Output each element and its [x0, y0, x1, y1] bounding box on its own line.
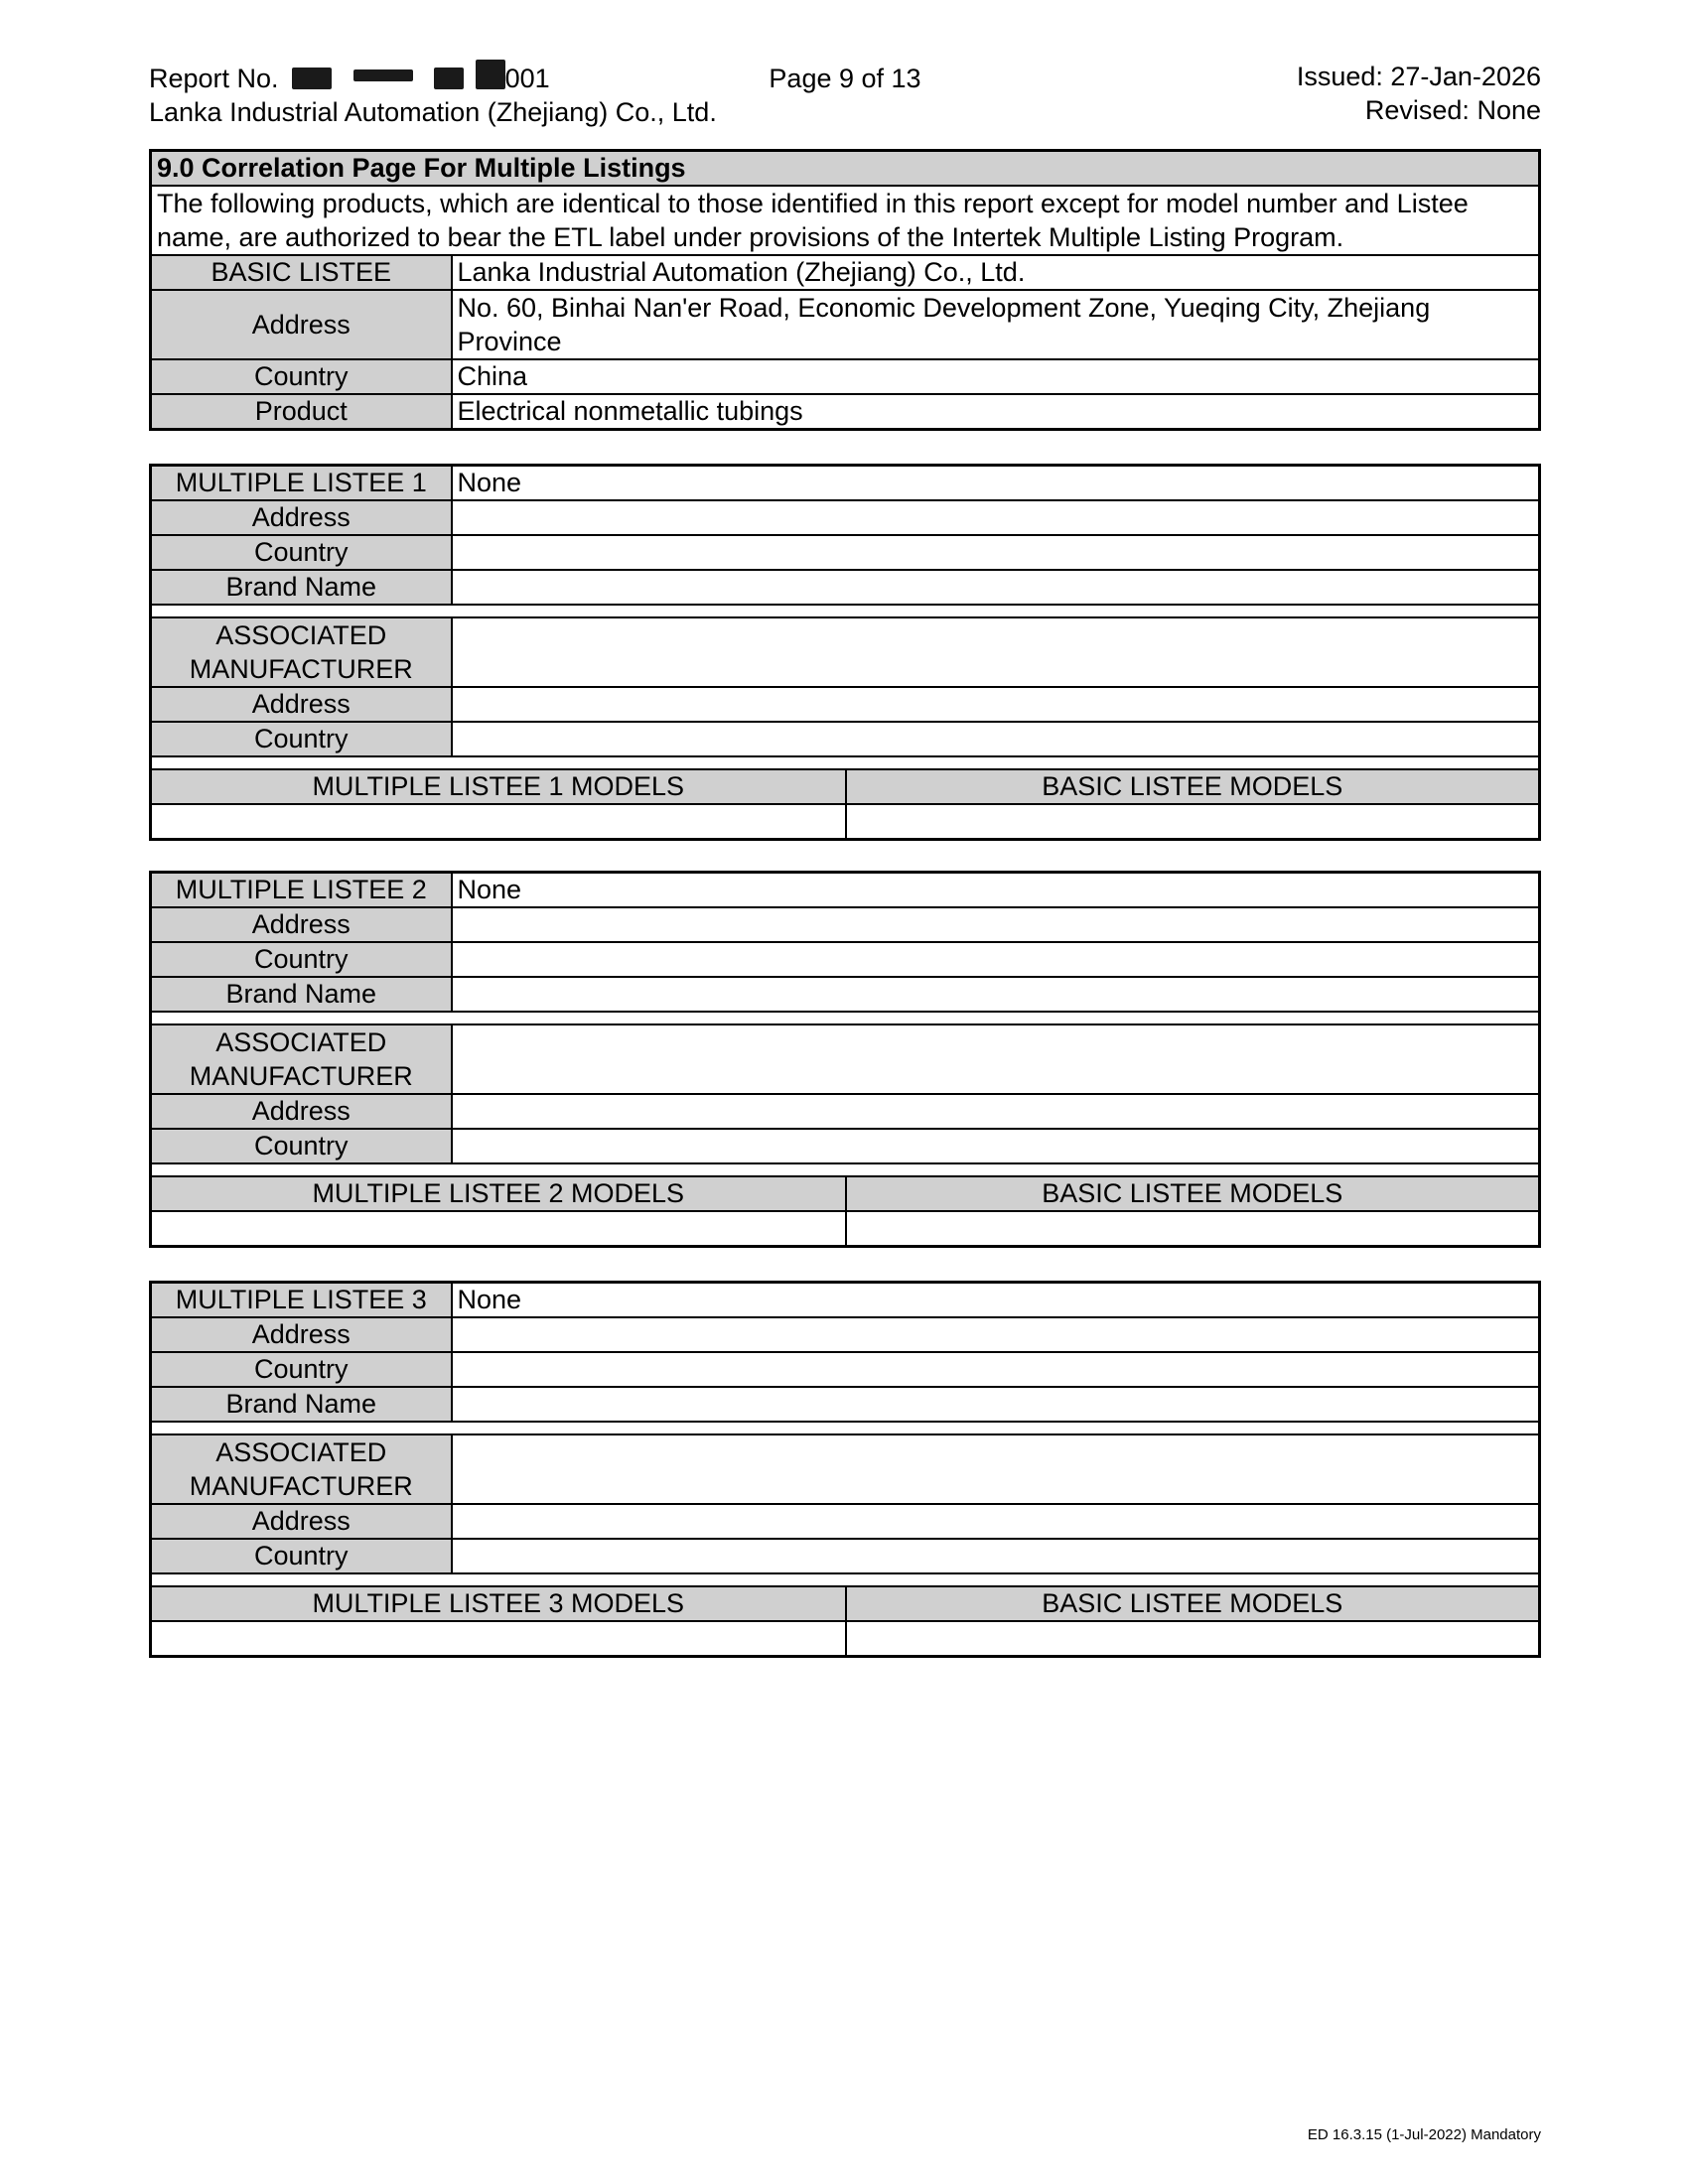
listee-value: None [452, 466, 1540, 501]
basic-listee-value: Lanka Industrial Automation (Zhejiang) Co., Ltd. [452, 255, 1540, 290]
spacer-row [151, 1163, 1540, 1176]
spacer-row [151, 756, 1540, 769]
listee-label: MULTIPLE LISTEE 1 [151, 466, 452, 501]
basic-product-label: Product [151, 394, 452, 430]
basic-country-value: China [452, 359, 1540, 394]
spacer-row [151, 1012, 1540, 1024]
form-code: ED 16.3.15 (1-Jul-2022) Mandatory [1307, 2126, 1541, 2143]
country-label: Country [151, 535, 452, 570]
listee-models-header: MULTIPLE LISTEE 1 MODELS [151, 769, 846, 804]
basic-address-value: No. 60, Binhai Nan'er Road, Economic Development Zone, Yueqing City, Zhejiang Province [452, 290, 1540, 359]
spacer-row [151, 1422, 1540, 1434]
brand-name-label: Brand Name [151, 1387, 452, 1422]
associated-manufacturer-label: ASSOCIATED MANUFACTURER [151, 617, 452, 687]
mfr-country-label: Country [151, 722, 452, 756]
page-header [149, 60, 1541, 129]
basic-product-value: Electrical nonmetallic tubings [452, 394, 1540, 430]
listee-value: None [452, 873, 1540, 908]
listee-models-header: MULTIPLE LISTEE 3 MODELS [151, 1586, 846, 1621]
basic-models-header: BASIC LISTEE MODELS [846, 1176, 1540, 1211]
multiple-listee-3-table [149, 1281, 1541, 1658]
address-label: Address [151, 1317, 452, 1352]
company-name: Lanka Industrial Automation (Zhejiang) Co., Ltd. [149, 97, 717, 127]
mfr-address-value [452, 1504, 1540, 1539]
associated-manufacturer-label: ASSOCIATED MANUFACTURER [151, 1434, 452, 1504]
issued-date: Issued: 27-Jan-2026 [1296, 62, 1541, 91]
basic-models-cell [846, 1211, 1540, 1247]
listee-models-cell [151, 1211, 846, 1247]
associated-manufacturer-value [452, 1434, 1540, 1504]
brand-name-value [452, 570, 1540, 605]
mfr-country-value [452, 1539, 1540, 1573]
country-value [452, 1352, 1540, 1387]
basic-country-label: Country [151, 359, 452, 394]
brand-name-label: Brand Name [151, 977, 452, 1012]
page-number: Page 9 of 13 [769, 64, 921, 93]
associated-manufacturer-value [452, 617, 1540, 687]
mfr-address-label: Address [151, 1504, 452, 1539]
address-label: Address [151, 500, 452, 535]
listee-label: MULTIPLE LISTEE 2 [151, 873, 452, 908]
basic-models-header: BASIC LISTEE MODELS [846, 769, 1540, 804]
basic-models-cell [846, 804, 1540, 840]
listee-value: None [452, 1283, 1540, 1318]
address-value [452, 907, 1540, 942]
header-right [1297, 60, 1541, 127]
spacer-row [151, 1573, 1540, 1586]
brand-name-value [452, 977, 1540, 1012]
listee-models-header: MULTIPLE LISTEE 2 MODELS [151, 1176, 846, 1211]
country-label: Country [151, 1352, 452, 1387]
country-label: Country [151, 942, 452, 977]
basic-listee-table [149, 149, 1541, 431]
address-value [452, 1317, 1540, 1352]
mfr-address-value [452, 687, 1540, 722]
spacer-row [151, 605, 1540, 617]
address-label: Address [151, 907, 452, 942]
multiple-listee-1-table [149, 464, 1541, 841]
mfr-address-value [452, 1094, 1540, 1129]
report-number-suffix: 001 [504, 64, 550, 93]
section-title: 9.0 Correlation Page For Multiple Listings [151, 151, 1540, 187]
listee-label: MULTIPLE LISTEE 3 [151, 1283, 452, 1318]
revised-date: Revised: None [1364, 95, 1541, 125]
report-number-prefix: Report No. [149, 64, 279, 93]
basic-models-header: BASIC LISTEE MODELS [846, 1586, 1540, 1621]
listee-models-cell [151, 804, 846, 840]
section-intro: The following products, which are identical to those identified in this report except for model number and Listee name, are authorized to bear the ETL label under provisions of the Intertek Multiple Listing Program. [151, 186, 1540, 255]
basic-listee-label: BASIC LISTEE [151, 255, 452, 290]
country-value [452, 942, 1540, 977]
associated-manufacturer-label: ASSOCIATED MANUFACTURER [151, 1024, 452, 1094]
mfr-country-label: Country [151, 1539, 452, 1573]
mfr-country-value [452, 722, 1540, 756]
brand-name-label: Brand Name [151, 570, 452, 605]
basic-models-cell [846, 1621, 1540, 1657]
associated-manufacturer-value [452, 1024, 1540, 1094]
address-value [452, 500, 1540, 535]
mfr-address-label: Address [151, 1094, 452, 1129]
brand-name-value [452, 1387, 1540, 1422]
country-value [452, 535, 1540, 570]
mfr-address-label: Address [151, 687, 452, 722]
listee-models-cell [151, 1621, 846, 1657]
mfr-country-label: Country [151, 1129, 452, 1163]
basic-address-label: Address [151, 290, 452, 359]
mfr-country-value [452, 1129, 1540, 1163]
multiple-listee-2-table [149, 871, 1541, 1248]
